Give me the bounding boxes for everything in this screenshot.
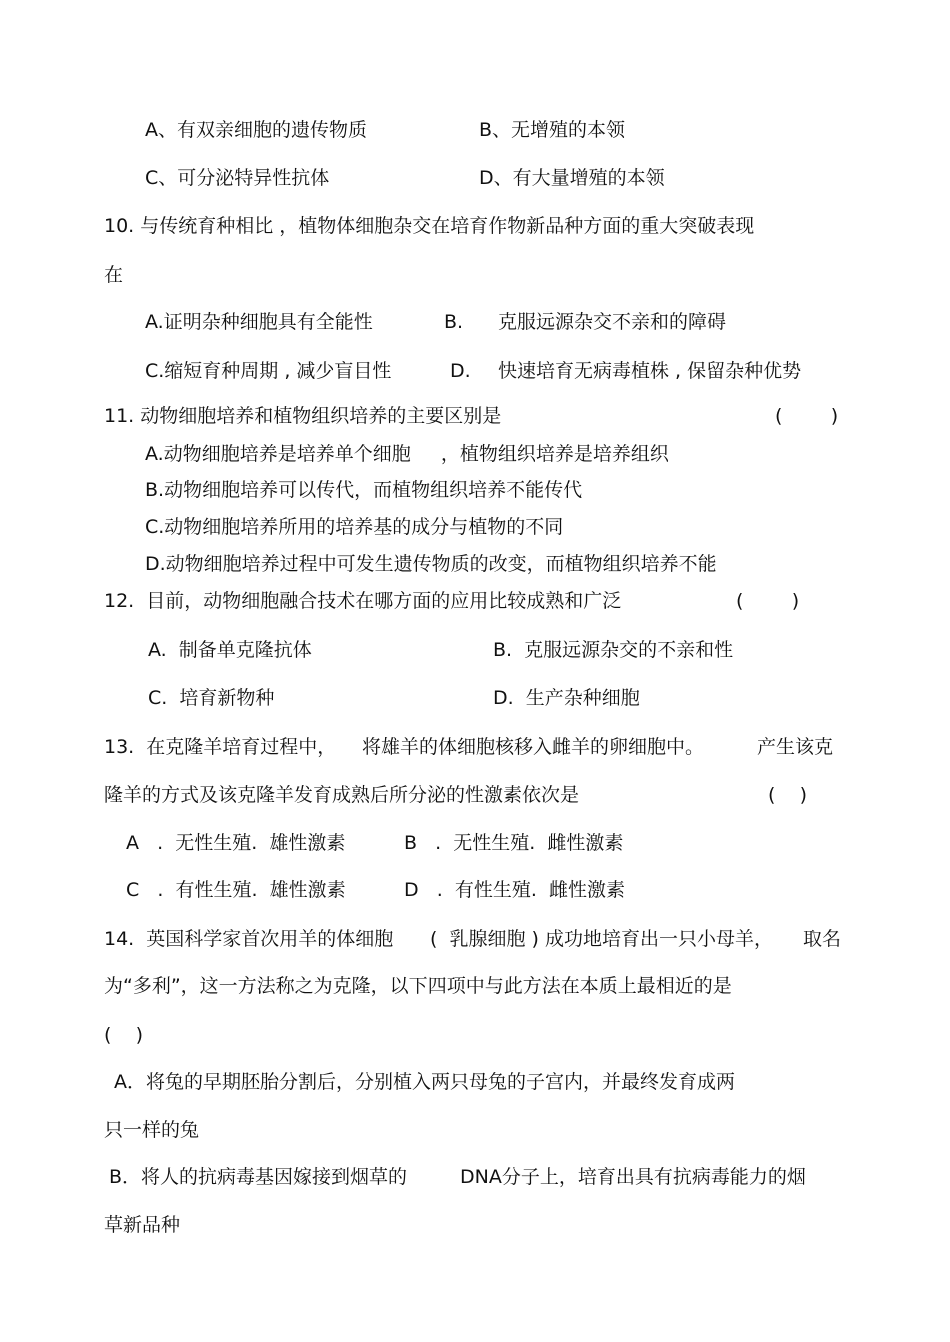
q11-stem: 11. 动物细胞培养和植物组织培养的主要区别是 [104, 405, 502, 427]
q14-stem-line1b: ( 乳腺细胞 ) 成功地培育出一只小母羊， [430, 928, 773, 950]
q11-answer-paren: ( ) [775, 405, 839, 427]
q10-option-c: C.缩短育种周期 , 减少盲目性 [145, 360, 392, 382]
q14-option-b-line1a: B．将人的抗病毒基因嫁接到烟草的 [109, 1166, 408, 1188]
q13-stem-line1c: 产生该克 [757, 736, 834, 758]
q10-option-a: A.证明杂种细胞具有全能性 [145, 311, 373, 333]
q10-option-b: 克服远源杂交不亲和的障碍 [498, 311, 727, 333]
q11-option-d: D.动物细胞培养过程中可发生遗传物质的改变，而植物组织培养不能 [145, 553, 717, 575]
q10-option-d-letter: D. [450, 360, 471, 382]
q10-option-b-letter: B. [444, 311, 464, 333]
q13-option-d: D . 有性生殖. 雌性激素 [404, 879, 625, 901]
q12-answer-paren: ( ) [736, 590, 800, 612]
q14-stem-line2: 为“多利”，这一方法称之为克隆，以下四项中与此方法在本质上最相近的是 [104, 975, 732, 997]
q10-stem-line1: 10. 与传统育种相比 ，植物体细胞杂交在培育作物新品种方面的重大突破表现 [104, 215, 755, 237]
q11-option-b: B.动物细胞培养可以传代，而植物组织培养不能传代 [145, 479, 583, 501]
q9-option-a: A、有双亲细胞的遗传物质 [145, 119, 367, 141]
q9-option-d: D、有大量增殖的本领 [479, 167, 665, 189]
q13-stem-line1b: 将雄羊的体细胞核移入雌羊的卵细胞中。 [362, 736, 705, 758]
q12-option-b: B. 克服远源杂交的不亲和性 [493, 639, 734, 661]
q12-option-d: D. 生产杂种细胞 [493, 687, 640, 709]
q13-option-c: C . 有性生殖. 雄性激素 [126, 879, 346, 901]
q14-option-b-line1b: DNA分子上，培育出具有抗病毒能力的烟 [460, 1166, 806, 1188]
q14-answer-paren: ( ) [104, 1024, 143, 1046]
q11-option-a: A.动物细胞培养是培养单个细胞 ，植物组织培养是培养组织 [145, 443, 669, 465]
q13-stem-line2: 隆羊的方式及该克隆羊发育成熟后所分泌的性激素依次是 [104, 784, 580, 806]
q14-stem-line1a: 14. 英国科学家首次用羊的体细胞 [104, 928, 394, 950]
q9-option-b: B、无增殖的本领 [479, 119, 626, 141]
q10-option-d: 快速培育无病毒植株 , 保留杂种优势 [498, 360, 802, 382]
q14-option-a-line1: A．将兔的早期胚胎分割后，分别植入两只母兔的子宫内，并最终发育成两 [114, 1071, 735, 1093]
q10-stem-line2: 在 [104, 264, 124, 286]
q14-stem-line1c: 取名 [803, 928, 842, 950]
q13-stem-line1a: 13. 在克隆羊培育过程中， [104, 736, 337, 758]
q12-option-c: C. 培育新物种 [148, 687, 275, 709]
q14-option-a-line2: 只一样的兔 [104, 1119, 200, 1141]
q13-answer-paren: ( ) [768, 784, 807, 806]
q12-stem: 12. 目前，动物细胞融合技术在哪方面的应用比较成熟和广泛 [104, 590, 622, 612]
q14-option-b-line2: 草新品种 [104, 1214, 181, 1236]
q9-option-c: C、可分泌特异性抗体 [145, 167, 330, 189]
q13-option-a: A . 无性生殖. 雄性激素 [126, 832, 346, 854]
q13-option-b: B . 无性生殖. 雌性激素 [404, 832, 624, 854]
q11-option-c: C.动物细胞培养所用的培养基的成分与植物的不同 [145, 516, 564, 538]
q12-option-a: A. 制备单克隆抗体 [148, 639, 312, 661]
